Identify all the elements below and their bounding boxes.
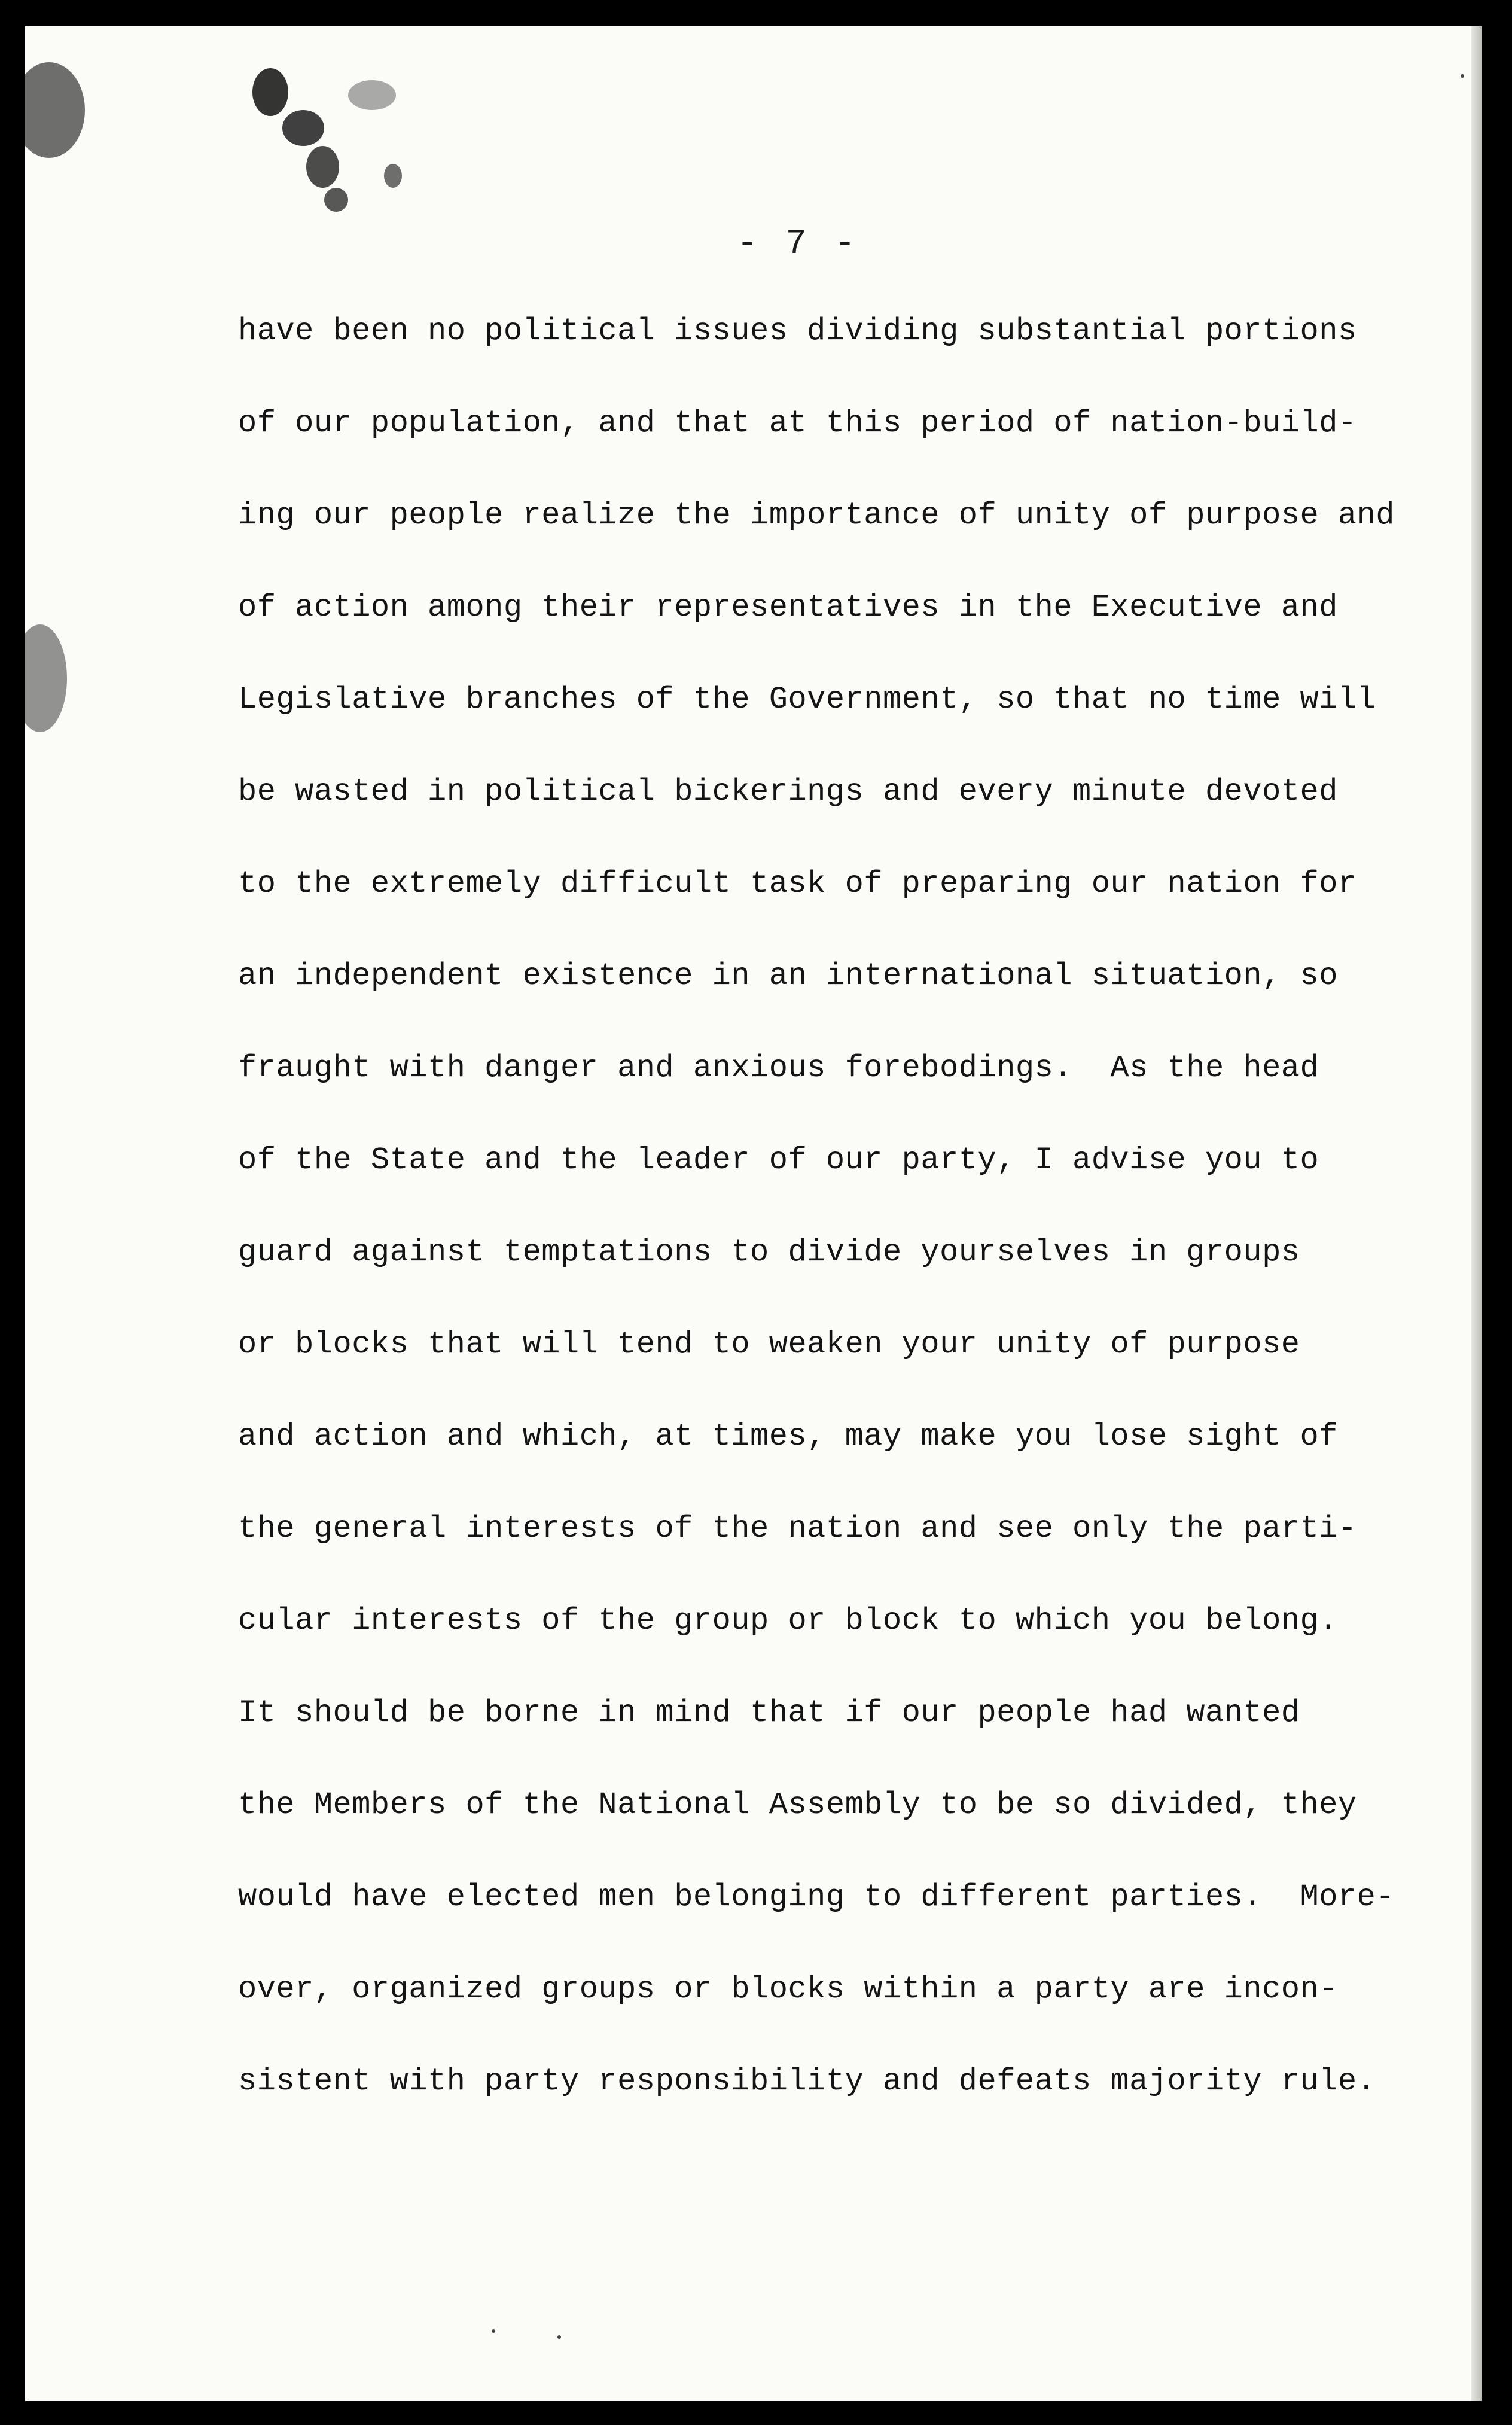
page-edge-shadow — [1471, 26, 1482, 2401]
ink-smudge — [25, 624, 67, 732]
ink-smudge — [252, 68, 288, 116]
text-line: or blocks that will tend to weaken your unity of purpose — [238, 1327, 1300, 1362]
text-line: the Members of the National Assembly to be so divided, they — [238, 1787, 1357, 1823]
text-line: would have elected men belonging to different parties. More- — [238, 1879, 1395, 1915]
text-line: to the extremely difficult task of preparing our nation for — [238, 866, 1357, 901]
text-line: an independent existence in an international situation, so — [238, 958, 1338, 994]
ink-smudge — [282, 110, 324, 146]
text-line: over, organized groups or blocks within a party are incon- — [238, 1972, 1338, 2007]
text-line: be wasted in political bickerings and every minute devoted — [238, 774, 1338, 809]
ink-smudge — [25, 62, 85, 158]
text-line: the general interests of the nation and see only the parti- — [238, 1511, 1357, 1546]
text-line: of the State and the leader of our party, I advise you to — [238, 1143, 1319, 1178]
text-line: sistent with party responsibility and defeats majority rule. — [238, 2064, 1376, 2099]
paper-speck — [492, 2329, 495, 2333]
text-line: cular interests of the group or block to which you belong. — [238, 1603, 1338, 1638]
text-line: fraught with danger and anxious forebodings. As the head — [238, 1050, 1319, 1086]
ink-smudge — [324, 188, 348, 212]
text-line: It should be borne in mind that if our people had wanted — [238, 1695, 1300, 1731]
ink-smudge — [306, 146, 339, 188]
text-line: ing our people realize the importance of unity of purpose and — [238, 498, 1395, 533]
paper-speck — [557, 2335, 561, 2339]
text-line: have been no political issues dividing substantial portions — [238, 313, 1357, 349]
ink-smudge — [384, 164, 402, 188]
text-line: of our population, and that at this period of nation-build- — [238, 406, 1357, 441]
text-line: guard against temptations to divide yourselves in groups — [238, 1235, 1300, 1270]
text-line: and action and which, at times, may make you lose sight of — [238, 1419, 1338, 1454]
paper-speck — [1461, 74, 1464, 78]
text-line: Legislative branches of the Government, so that no time will — [238, 682, 1376, 717]
ink-smudge — [348, 80, 396, 110]
text-line: of action among their representatives in the Executive and — [238, 590, 1338, 625]
document-page — [25, 26, 1482, 2401]
page-number: - 7 - — [737, 225, 859, 264]
